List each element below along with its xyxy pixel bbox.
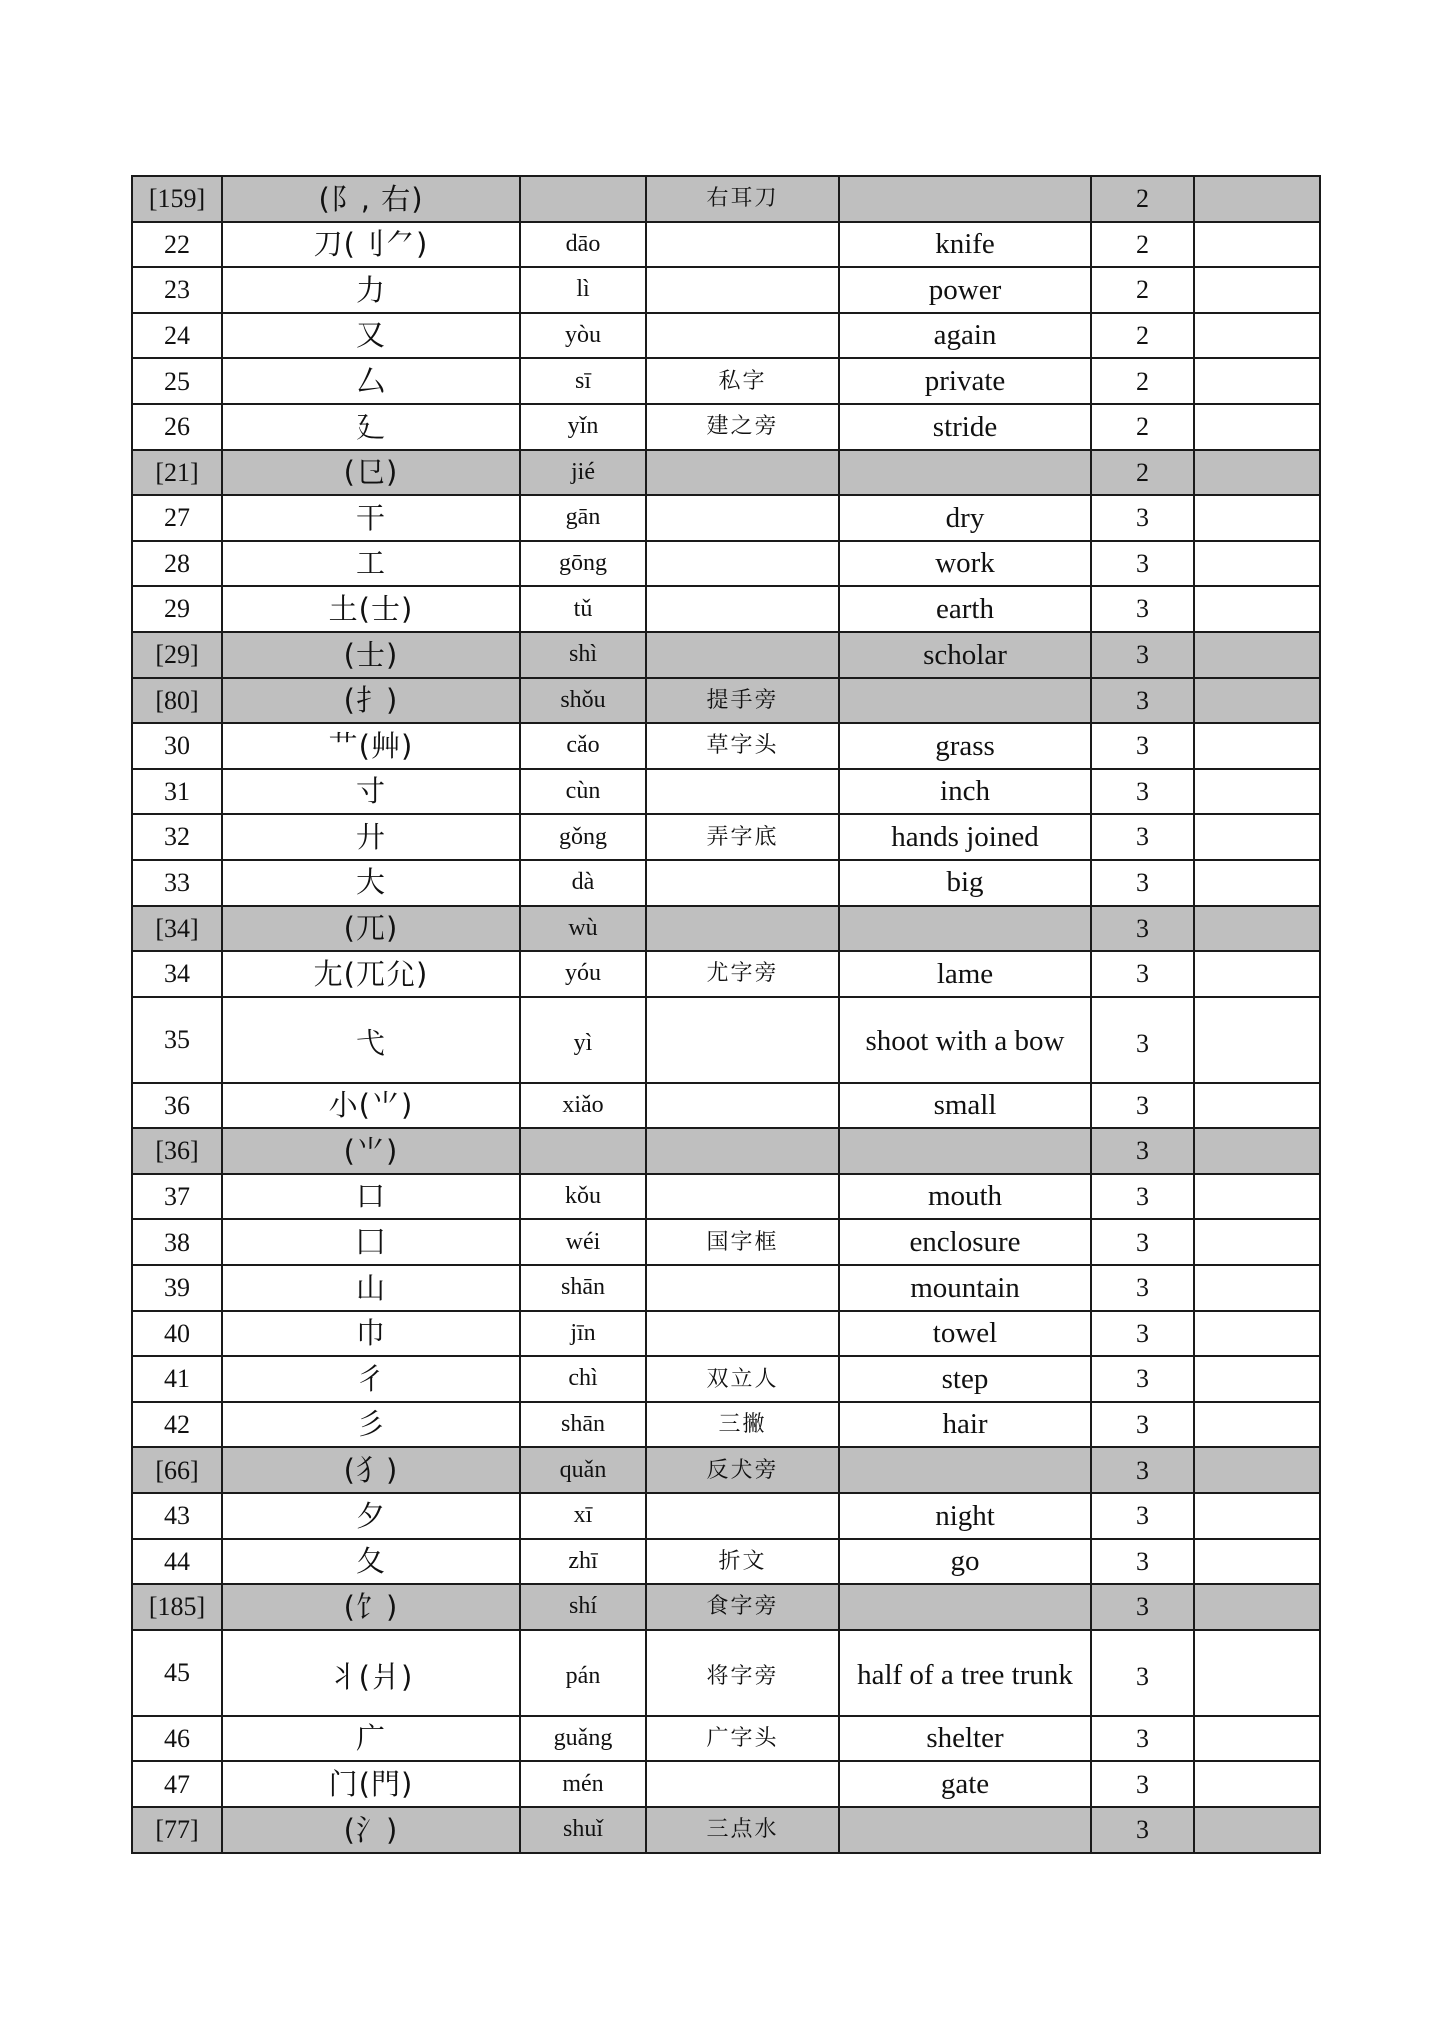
radical-character: 艹(艸) [222,723,520,769]
radical-note [1194,814,1320,860]
radical-english-meaning: hair [839,1402,1091,1448]
radical-stroke-count: 3 [1091,860,1194,906]
radical-pinyin: mén [520,1761,646,1807]
radical-chinese-name: 草字头 [646,723,839,769]
radical-pinyin: gān [520,495,646,541]
table-row [132,997,1320,1083]
radical-english-meaning: again [839,313,1091,359]
radical-stroke-count: 3 [1091,1402,1194,1448]
radical-number: 39 [132,1265,222,1311]
radical-chinese-name: 弄字底 [646,814,839,860]
radical-character: 尢(兀尣) [222,951,520,997]
radical-english-meaning: mountain [839,1265,1091,1311]
radical-number: [77] [132,1807,222,1853]
radical-number: 40 [132,1311,222,1357]
table-row-variant [132,678,1320,724]
radical-character: (饣) [222,1584,520,1630]
radical-chinese-name [646,267,839,313]
radical-note [1194,1807,1320,1853]
radical-chinese-name [646,450,839,496]
radical-chinese-name [646,1083,839,1129]
radical-note [1194,1402,1320,1448]
radical-pinyin: shì [520,632,646,678]
radical-note [1194,678,1320,724]
radical-pinyin: kǒu [520,1174,646,1220]
radical-number: 41 [132,1356,222,1402]
table-row [132,1402,1320,1448]
radical-character: 夂 [222,1539,520,1585]
radical-note [1194,1447,1320,1493]
radical-note [1194,1174,1320,1220]
radical-character: 巾 [222,1311,520,1357]
radical-english-meaning [839,1584,1091,1630]
radical-english-meaning: towel [839,1311,1091,1357]
table-row [132,404,1320,450]
radical-character: (士) [222,632,520,678]
radical-chinese-name: 食字旁 [646,1584,839,1630]
radical-character: 彡 [222,1402,520,1448]
radical-stroke-count: 3 [1091,1493,1194,1539]
radical-chinese-name [646,495,839,541]
table-row [132,222,1320,268]
radical-pinyin [520,176,646,222]
radical-number: 36 [132,1083,222,1129]
radical-english-meaning: small [839,1083,1091,1129]
table-row [132,1219,1320,1265]
radical-stroke-count: 3 [1091,1265,1194,1311]
radical-chinese-name [646,1311,839,1357]
radical-note [1194,860,1320,906]
radical-english-meaning: grass [839,723,1091,769]
radical-stroke-count: 3 [1091,997,1194,1083]
radical-character: (扌) [222,678,520,724]
table-row [132,1083,1320,1129]
radical-pinyin: gōng [520,541,646,587]
table-row [132,1311,1320,1357]
table-row [132,358,1320,404]
table-row [132,541,1320,587]
table-row-variant [132,1447,1320,1493]
radical-stroke-count: 3 [1091,769,1194,815]
radical-english-meaning: knife [839,222,1091,268]
radical-english-meaning: private [839,358,1091,404]
radical-english-meaning: work [839,541,1091,587]
table-row [132,951,1320,997]
table-row-variant [132,450,1320,496]
radical-pinyin: wù [520,906,646,952]
table-row-variant [132,1584,1320,1630]
radical-note [1194,358,1320,404]
radical-note [1194,450,1320,496]
radical-note [1194,906,1320,952]
radical-note [1194,1219,1320,1265]
radical-chinese-name [646,906,839,952]
radical-stroke-count: 2 [1091,222,1194,268]
radical-pinyin: sī [520,358,646,404]
radical-number: 31 [132,769,222,815]
radical-note [1194,1311,1320,1357]
radical-pinyin: shǒu [520,678,646,724]
radical-chinese-name [646,1761,839,1807]
radical-note [1194,1630,1320,1716]
radical-chinese-name [646,313,839,359]
radical-character: 山 [222,1265,520,1311]
radical-chinese-name: 反犬旁 [646,1447,839,1493]
radical-english-meaning: enclosure [839,1219,1091,1265]
radical-character: (⺌) [222,1128,520,1174]
radical-character: (犭) [222,1447,520,1493]
radical-stroke-count: 2 [1091,267,1194,313]
radical-stroke-count: 3 [1091,1447,1194,1493]
radical-character: 广 [222,1716,520,1762]
radical-pinyin: jīn [520,1311,646,1357]
radicals-table-body [132,176,1320,1853]
radical-note [1194,1761,1320,1807]
radical-chinese-name [646,860,839,906]
radical-stroke-count: 3 [1091,1584,1194,1630]
radical-number: 45 [132,1630,222,1716]
radical-note [1194,1493,1320,1539]
radical-character: 夕 [222,1493,520,1539]
radical-english-meaning [839,1447,1091,1493]
radical-english-meaning: half of a tree trunk [839,1630,1091,1716]
radical-english-meaning: lame [839,951,1091,997]
table-row [132,1761,1320,1807]
radical-pinyin: dà [520,860,646,906]
table-row [132,1356,1320,1402]
radical-character: 寸 [222,769,520,815]
radical-stroke-count: 3 [1091,723,1194,769]
radical-stroke-count: 3 [1091,678,1194,724]
radical-character: 工 [222,541,520,587]
radical-english-meaning [839,1807,1091,1853]
radical-character: 门(門) [222,1761,520,1807]
radical-english-meaning: power [839,267,1091,313]
table-row [132,267,1320,313]
radical-note [1194,176,1320,222]
table-row [132,769,1320,815]
radical-stroke-count: 3 [1091,1356,1194,1402]
radical-pinyin: yǐn [520,404,646,450]
radical-pinyin: xiǎo [520,1083,646,1129]
radical-character: 刀(刂⺈) [222,222,520,268]
table-row [132,1539,1320,1585]
radical-chinese-name [646,1265,839,1311]
radical-character: (㔾) [222,450,520,496]
radical-chinese-name: 私字 [646,358,839,404]
radical-number: [159] [132,176,222,222]
radical-pinyin: dāo [520,222,646,268]
radical-character: 弋 [222,997,520,1083]
radical-chinese-name: 折文 [646,1539,839,1585]
radical-stroke-count: 3 [1091,1174,1194,1220]
radical-note [1194,1083,1320,1129]
radical-character: (兀) [222,906,520,952]
radical-note [1194,222,1320,268]
radical-character: 厶 [222,358,520,404]
radical-stroke-count: 2 [1091,404,1194,450]
radical-pinyin: gǒng [520,814,646,860]
radical-english-meaning [839,1128,1091,1174]
radical-english-meaning: mouth [839,1174,1091,1220]
radical-number: 24 [132,313,222,359]
radical-pinyin: yì [520,997,646,1083]
table-row [132,814,1320,860]
radical-english-meaning: hands joined [839,814,1091,860]
radical-stroke-count: 2 [1091,358,1194,404]
radical-note [1194,1584,1320,1630]
radical-chinese-name [646,222,839,268]
radical-character: 土(士) [222,586,520,632]
radical-number: 32 [132,814,222,860]
table-row [132,1265,1320,1311]
table-row-variant [132,906,1320,952]
radical-character: (阝, 右) [222,176,520,222]
table-row [132,313,1320,359]
radical-english-meaning: big [839,860,1091,906]
radical-chinese-name: 广字头 [646,1716,839,1762]
table-row [132,495,1320,541]
radical-english-meaning: scholar [839,632,1091,678]
table-row [132,1174,1320,1220]
radical-character: 干 [222,495,520,541]
radical-note [1194,1265,1320,1311]
radical-note [1194,632,1320,678]
radical-chinese-name: 提手旁 [646,678,839,724]
radical-english-meaning: earth [839,586,1091,632]
radical-chinese-name: 将字旁 [646,1630,839,1716]
radical-number: 30 [132,723,222,769]
radical-chinese-name: 右耳刀 [646,176,839,222]
radical-stroke-count: 2 [1091,450,1194,496]
table-row [132,860,1320,906]
radical-number: 43 [132,1493,222,1539]
radical-english-meaning: step [839,1356,1091,1402]
radical-stroke-count: 3 [1091,1630,1194,1716]
radical-number: 34 [132,951,222,997]
radical-pinyin: shuǐ [520,1807,646,1853]
radical-chinese-name [646,586,839,632]
radical-english-meaning: shelter [839,1716,1091,1762]
radical-chinese-name: 国字框 [646,1219,839,1265]
radical-pinyin: shān [520,1265,646,1311]
radical-chinese-name [646,769,839,815]
radical-character: 廾 [222,814,520,860]
radical-pinyin: yòu [520,313,646,359]
radical-number: [185] [132,1584,222,1630]
radical-character: 小(⺌) [222,1083,520,1129]
radical-note [1194,404,1320,450]
radical-pinyin: zhī [520,1539,646,1585]
radical-stroke-count: 3 [1091,495,1194,541]
radical-chinese-name [646,541,839,587]
radical-pinyin: chì [520,1356,646,1402]
radical-number: 23 [132,267,222,313]
radical-number: 46 [132,1716,222,1762]
radical-stroke-count: 3 [1091,586,1194,632]
radical-note [1194,997,1320,1083]
radicals-table [131,175,1321,1854]
radical-number: [34] [132,906,222,952]
table-row-variant [132,176,1320,222]
radical-english-meaning [839,906,1091,952]
radical-chinese-name [646,1493,839,1539]
table-row-variant [132,1128,1320,1174]
radical-note [1194,541,1320,587]
radical-note [1194,1716,1320,1762]
radical-stroke-count: 3 [1091,1761,1194,1807]
table-row [132,586,1320,632]
radical-note [1194,723,1320,769]
radical-stroke-count: 3 [1091,1219,1194,1265]
radical-english-meaning: dry [839,495,1091,541]
table-row [132,1493,1320,1539]
radical-pinyin: tǔ [520,586,646,632]
radical-character: 又 [222,313,520,359]
table-row [132,1630,1320,1716]
radical-stroke-count: 3 [1091,1539,1194,1585]
radical-pinyin: guǎng [520,1716,646,1762]
radical-chinese-name: 三撇 [646,1402,839,1448]
radical-note [1194,1539,1320,1585]
radical-chinese-name [646,632,839,678]
radical-note [1194,267,1320,313]
radical-english-meaning [839,450,1091,496]
radical-character: 廴 [222,404,520,450]
radical-english-meaning: inch [839,769,1091,815]
radical-english-meaning: gate [839,1761,1091,1807]
radical-pinyin [520,1128,646,1174]
radical-stroke-count: 2 [1091,176,1194,222]
radical-chinese-name [646,1128,839,1174]
radical-chinese-name [646,997,839,1083]
radical-stroke-count: 3 [1091,1807,1194,1853]
radical-number: 38 [132,1219,222,1265]
radical-number: 42 [132,1402,222,1448]
radical-number: [29] [132,632,222,678]
radical-chinese-name: 尤字旁 [646,951,839,997]
table-row [132,1716,1320,1762]
radical-english-meaning [839,176,1091,222]
radical-note [1194,586,1320,632]
radical-character: 口 [222,1174,520,1220]
radical-english-meaning: night [839,1493,1091,1539]
radical-pinyin: wéi [520,1219,646,1265]
radical-number: 27 [132,495,222,541]
radical-english-meaning: go [839,1539,1091,1585]
radical-pinyin: xī [520,1493,646,1539]
radical-character: 大 [222,860,520,906]
radical-pinyin: shí [520,1584,646,1630]
radical-pinyin: lì [520,267,646,313]
radical-note [1194,313,1320,359]
radical-stroke-count: 3 [1091,541,1194,587]
radical-chinese-name [646,1174,839,1220]
radical-character: 力 [222,267,520,313]
table-row-variant [132,1807,1320,1853]
radical-stroke-count: 3 [1091,1716,1194,1762]
radical-number: [66] [132,1447,222,1493]
radical-pinyin: cǎo [520,723,646,769]
radical-stroke-count: 3 [1091,1128,1194,1174]
radical-character: 丬(爿) [222,1630,520,1716]
radical-stroke-count: 2 [1091,313,1194,359]
radical-note [1194,495,1320,541]
radical-character: 彳 [222,1356,520,1402]
radical-chinese-name: 建之旁 [646,404,839,450]
radical-number: 22 [132,222,222,268]
radical-number: 47 [132,1761,222,1807]
radical-stroke-count: 3 [1091,951,1194,997]
radical-number: 29 [132,586,222,632]
radical-note [1194,951,1320,997]
radical-chinese-name: 三点水 [646,1807,839,1853]
radical-stroke-count: 3 [1091,906,1194,952]
radical-number: 37 [132,1174,222,1220]
radical-character: (氵) [222,1807,520,1853]
radical-number: [21] [132,450,222,496]
radical-pinyin: pán [520,1630,646,1716]
radical-chinese-name: 双立人 [646,1356,839,1402]
radical-pinyin: cùn [520,769,646,815]
table-row [132,723,1320,769]
table-row-variant [132,632,1320,678]
radical-pinyin: jié [520,450,646,496]
radical-pinyin: yóu [520,951,646,997]
radical-english-meaning: stride [839,404,1091,450]
radical-note [1194,1356,1320,1402]
radical-stroke-count: 3 [1091,1083,1194,1129]
radical-number: 44 [132,1539,222,1585]
radical-number: 28 [132,541,222,587]
radical-number: 33 [132,860,222,906]
radical-stroke-count: 3 [1091,1311,1194,1357]
radical-pinyin: quǎn [520,1447,646,1493]
radical-number: 26 [132,404,222,450]
radical-number: 35 [132,997,222,1083]
radical-number: 25 [132,358,222,404]
radical-number: [36] [132,1128,222,1174]
radical-note [1194,769,1320,815]
radical-english-meaning [839,678,1091,724]
radical-english-meaning: shoot with a bow [839,997,1091,1083]
radical-character: 囗 [222,1219,520,1265]
radical-pinyin: shān [520,1402,646,1448]
radical-number: [80] [132,678,222,724]
radical-stroke-count: 3 [1091,632,1194,678]
radical-note [1194,1128,1320,1174]
radical-stroke-count: 3 [1091,814,1194,860]
